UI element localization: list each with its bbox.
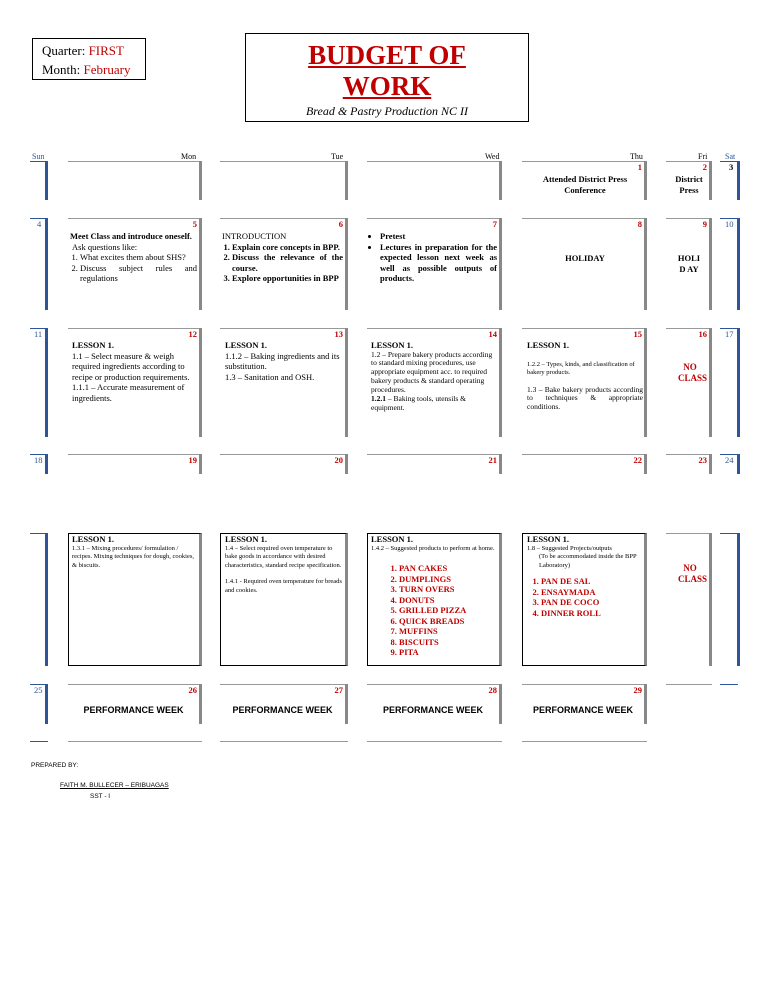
day-header-sat: Sat <box>725 152 736 161</box>
date-number: 2 <box>702 162 707 172</box>
list-item: 2. Discuss the relevance of the course. <box>232 252 343 273</box>
list-item: 2. DUMPLINGS <box>399 574 496 585</box>
calendar-cell-text: District Press <box>675 174 703 195</box>
holiday-text: HOLID AY <box>677 253 701 274</box>
list-item: 1. What excites them about SHS? <box>80 252 197 263</box>
cell-line: 1.2.2 – Types, kinds, and classification of bakery products. <box>527 360 635 376</box>
preparer-name: FAITH M. BULLECER – ERIBUAGAS <box>60 782 169 789</box>
title-box <box>245 33 529 122</box>
day-header-tue: Tue <box>331 152 344 161</box>
date-number: 17 <box>725 329 734 339</box>
cell-line: 1.4.1 - Required oven temperature for breads and cookies. <box>225 578 342 594</box>
divider <box>709 454 712 474</box>
divider <box>345 454 348 474</box>
cell-line: Ask questions like: <box>72 241 138 252</box>
lesson-number: 1.2.1 <box>371 394 386 404</box>
divider <box>199 161 202 200</box>
list-item: • Pretest <box>380 231 497 242</box>
day-header-fri: Fri <box>698 152 708 161</box>
cell-line: 1.3.1 – Mixing procedures/ formulation / recipes. Mixing techniques for dough, cookies, & biscuits. <box>72 544 195 569</box>
list-item: 2. ENSAYMADA <box>541 587 641 598</box>
lesson-heading: LESSON 1. <box>527 534 570 544</box>
divider <box>499 328 502 437</box>
divider <box>199 454 202 474</box>
date-number: 1 <box>637 162 642 172</box>
cell-line: INTRODUCTION <box>222 231 287 241</box>
calendar-cell-tue <box>222 231 343 284</box>
performance-week-label: PERFORMANCE WEEK <box>83 705 184 715</box>
quarter-value: FIRST <box>88 43 124 58</box>
list-item: 4. DONUTS <box>399 595 496 606</box>
lesson-heading: LESSON 1. <box>371 340 414 350</box>
date-number: 24 <box>725 455 734 465</box>
date-number: 23 <box>698 455 707 465</box>
divider <box>499 684 502 724</box>
divider <box>45 161 48 200</box>
no-class-text: NO CLASS <box>678 563 708 584</box>
cell-line: (To be accommodated inside the BPP Laboratory) <box>539 553 637 569</box>
date-number: 25 <box>34 685 43 695</box>
calendar-cell-text: Attended District Press Conference <box>542 174 628 195</box>
divider <box>499 161 502 200</box>
cell-line-text: – Baking tools, utensils & equipment. <box>371 394 467 413</box>
date-number: 26 <box>188 685 197 695</box>
divider <box>737 328 740 437</box>
divider <box>45 684 48 724</box>
page-title <box>246 40 528 102</box>
title-line-1: BUDGET OF <box>308 40 466 70</box>
list-item: 1. PAN CAKES <box>399 563 496 574</box>
day-header-wed: Wed <box>485 152 500 161</box>
divider <box>45 328 48 437</box>
divider <box>220 741 348 742</box>
performance-week-label: PERFORMANCE WEEK <box>532 705 633 715</box>
divider <box>45 218 48 310</box>
divider <box>666 533 712 534</box>
divider <box>30 741 48 742</box>
month-value: February <box>83 62 131 77</box>
divider <box>199 218 202 310</box>
divider <box>644 328 647 437</box>
lesson-heading: LESSON 1. <box>225 340 268 350</box>
divider <box>644 454 647 474</box>
list-item: 8. BISCUITS <box>399 637 496 648</box>
list-item: 5. GRILLED PIZZA <box>399 605 496 616</box>
cell-line: 1.1.2 – Baking ingredients and its substitution. <box>225 350 340 371</box>
date-number: 11 <box>34 329 43 339</box>
calendar-cell-fri <box>670 253 708 275</box>
no-class-text: NO CLASS <box>678 362 708 383</box>
divider <box>367 741 502 742</box>
divider <box>737 533 740 666</box>
divider <box>522 741 647 742</box>
list-item: 7. MUFFINS <box>399 626 496 637</box>
divider <box>345 161 348 200</box>
divider <box>644 161 647 200</box>
calendar-cell-mon <box>68 533 202 666</box>
calendar-cell-wed <box>367 533 502 666</box>
list-item: 2. Discuss subject rules and regulations <box>80 263 197 284</box>
date-number: 16 <box>698 329 707 339</box>
cell-line: 1.2 – Prepare bakery products according to standard mixing procedures, use appropriate equipment acc. to required bakery products & standard operating procedures. <box>371 349 493 394</box>
calendar-cell-thu <box>527 340 643 412</box>
list-item: 1. Explain core concepts in BPP. <box>232 242 343 253</box>
date-number: 12 <box>188 329 197 339</box>
cell-line: 1.1.1 – Accurate measurement of ingredients. <box>72 382 185 403</box>
date-number: 3 <box>729 162 734 172</box>
calendar-cell-mon <box>72 340 196 403</box>
divider <box>709 533 712 666</box>
date-number: 13 <box>334 329 343 339</box>
calendar-cell-mon <box>70 231 197 284</box>
divider <box>45 454 48 474</box>
list-item: 3. PAN DE COCO <box>541 597 641 608</box>
date-number: 20 <box>334 455 343 465</box>
divider <box>720 533 738 534</box>
performance-week-label: PERFORMANCE WEEK <box>232 705 333 715</box>
date-number: 5 <box>192 219 197 229</box>
date-number: 29 <box>633 685 642 695</box>
calendar-cell-tue <box>220 533 348 666</box>
list-item: 9. PITA <box>399 647 496 658</box>
divider <box>499 454 502 474</box>
divider <box>499 218 502 310</box>
date-number: 7 <box>492 219 497 229</box>
preparer-position: SST - I <box>90 793 111 800</box>
list-item: 4. DINNER ROLL <box>541 608 641 619</box>
month-label: Month: <box>42 62 81 77</box>
page-subtitle: Bread & Pastry Production NC II <box>305 104 469 118</box>
date-number: 14 <box>488 329 497 339</box>
cell-line: 1.3 – Sanitation and OSH. <box>225 371 315 382</box>
date-number: 8 <box>637 219 642 229</box>
cell-line: Meet Class and introduce oneself. <box>70 231 192 241</box>
list-item: 1. PAN DE SAL <box>541 576 641 587</box>
divider <box>644 218 647 310</box>
divider <box>367 161 502 162</box>
divider <box>45 533 48 666</box>
day-header-mon: Mon <box>181 152 197 161</box>
title-line-2: WORK <box>342 71 432 101</box>
cell-line: 1.4 – Select required oven temperature to bake goods in accordance with desired characteristics, standard recipe specification. <box>225 544 342 569</box>
cell-line: 1.1 – Select measure & weigh required ingredients according to recipe or production requirements. <box>72 350 190 382</box>
date-number: 4 <box>37 219 42 229</box>
lesson-heading: LESSON 1. <box>527 340 570 350</box>
calendar-cell-wed <box>371 340 497 412</box>
date-number: 18 <box>34 455 43 465</box>
calendar-cell-thu: HOLIDAY <box>565 253 605 263</box>
divider <box>68 741 202 742</box>
date-number: 6 <box>338 219 343 229</box>
date-number: 27 <box>334 685 343 695</box>
divider <box>666 684 712 685</box>
lesson-heading: LESSON 1. <box>225 534 268 544</box>
divider <box>644 684 647 724</box>
date-number: 21 <box>488 455 497 465</box>
date-number: 22 <box>633 455 642 465</box>
calendar-cell-wed <box>369 231 497 284</box>
divider <box>720 684 738 685</box>
divider <box>68 161 202 162</box>
date-number: 9 <box>702 219 707 229</box>
date-number: 19 <box>188 455 197 465</box>
list-item: 3. Explore opportunities in BPP <box>232 273 343 284</box>
performance-week-label: PERFORMANCE WEEK <box>382 705 483 715</box>
list-item: 3. TURN OVERS <box>399 584 496 595</box>
cell-line: 1.4.2 – Suggested products to perform at home. <box>371 544 495 552</box>
cell-line: 1.3 – Bake bakery products according to techniques & appropriate conditions. <box>527 384 643 412</box>
divider <box>220 161 348 162</box>
lesson-heading: LESSON 1. <box>72 534 115 544</box>
lesson-heading: LESSON 1. <box>72 340 115 350</box>
divider <box>709 328 712 437</box>
date-number: 10 <box>725 219 734 229</box>
divider <box>345 328 348 437</box>
divider <box>709 218 712 310</box>
divider <box>345 684 348 724</box>
prepared-by-label: PREPARED BY: <box>31 762 79 769</box>
list-item: • Lectures in preparation for the expected lesson next week as well as possible outputs of products. <box>380 242 497 284</box>
cell-line: 1.8 – Suggested Projects/outputs <box>527 544 612 552</box>
day-header-sun: Sun <box>32 152 45 161</box>
divider <box>737 161 740 200</box>
divider <box>737 454 740 474</box>
quarter-month-box <box>32 38 146 80</box>
list-item: 6. QUICK BREADS <box>399 616 496 627</box>
date-number: 15 <box>633 329 642 339</box>
day-header-thu: Thu <box>630 152 643 161</box>
divider <box>737 218 740 310</box>
divider <box>199 684 202 724</box>
calendar-cell-tue <box>225 340 343 382</box>
lesson-heading: LESSON 1. <box>371 534 414 544</box>
divider <box>345 218 348 310</box>
calendar-cell-thu <box>522 533 647 666</box>
divider <box>709 161 712 200</box>
quarter-label: Quarter: <box>42 43 86 58</box>
divider <box>199 328 202 437</box>
cell-line <box>371 394 497 412</box>
date-number: 28 <box>488 685 497 695</box>
